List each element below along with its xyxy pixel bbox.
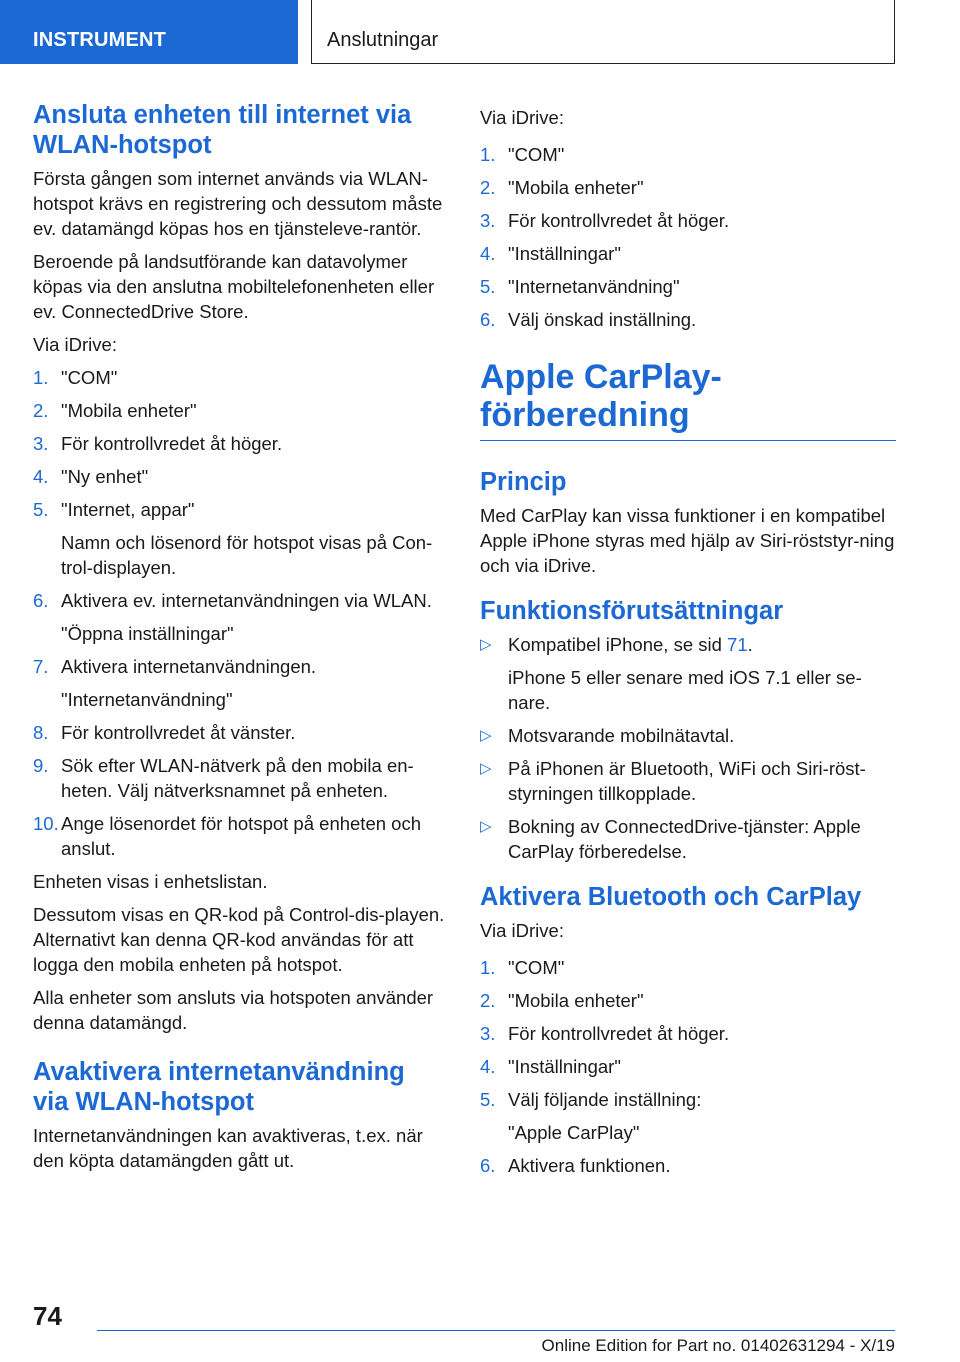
step-text: För kontrollvredet åt höger. <box>61 433 283 454</box>
paragraph: Första gången som internet används via WLAN-hotspot krävs en registrering och dessutom måste ev. datamängd köpas hos en tjänsteleve-rantör. <box>33 168 443 239</box>
list-item <box>480 988 896 1013</box>
step-text: För kontrollvredet åt vänster. <box>61 722 296 743</box>
bullet-subtext: iPhone 5 eller senare med iOS 7.1 eller se-nare. <box>508 667 862 713</box>
step-text: Välj önskad inställning. <box>508 309 697 330</box>
list-item <box>480 1054 896 1079</box>
footer-divider <box>97 1330 895 1331</box>
step-text: "Ny enhet" <box>61 466 149 487</box>
list-item <box>33 588 445 646</box>
step-text: För kontrollvredet åt höger. <box>508 1023 730 1044</box>
step-number: 6. <box>480 309 496 330</box>
step-number: 3. <box>480 210 496 231</box>
step-list <box>33 365 445 861</box>
paragraph: Internetanvändningen kan avaktiveras, t.ex. när den köpta datamängden gått ut. <box>33 1125 423 1171</box>
section-tab: INSTRUMENT <box>0 0 298 64</box>
step-text: Aktivera internetanvändningen. <box>61 656 317 677</box>
list-item <box>33 365 445 390</box>
list-item <box>480 723 896 748</box>
step-number: 2. <box>480 990 496 1011</box>
list-item <box>33 720 445 745</box>
triangle-bullet-icon: ▷ <box>480 636 492 653</box>
step-subtext: Namn och lösenord för hotspot visas på Con-trol-displayen. <box>61 532 433 578</box>
step-number: 6. <box>480 1155 496 1176</box>
heading-activate: Aktivera Bluetooth och CarPlay <box>480 883 862 911</box>
step-text: "COM" <box>508 957 565 978</box>
list-item <box>480 1021 896 1046</box>
step-text: "COM" <box>61 367 118 388</box>
step-subtext: "Apple CarPlay" <box>508 1122 640 1143</box>
step-list <box>480 142 896 332</box>
step-text: "Mobila enheter" <box>508 990 644 1011</box>
list-item <box>33 811 445 861</box>
step-number: 9. <box>33 755 49 776</box>
list-item <box>33 654 445 712</box>
list-item <box>480 1087 896 1145</box>
triangle-bullet-icon: ▷ <box>480 818 492 835</box>
step-number: 3. <box>480 1023 496 1044</box>
step-text: Sök efter WLAN-nätverk på den mobila en-heten. Välj nätverksnamnet på enheten. <box>61 755 414 801</box>
paragraph: Beroende på landsutförande kan datavolymer köpas via den anslutna mobiltelefonenheten eller ev. ConnectedDrive Store. <box>33 251 435 322</box>
step-number: 4. <box>33 466 49 487</box>
step-number: 5. <box>480 1089 496 1110</box>
step-number: 4. <box>480 1056 496 1077</box>
step-list <box>480 955 896 1178</box>
step-text: "Mobila enheter" <box>508 177 644 198</box>
via-idrive-label: Via iDrive: <box>480 107 564 128</box>
list-item <box>33 464 445 489</box>
step-text: "Inställningar" <box>508 243 621 264</box>
page-reference-link[interactable]: 71 <box>727 634 748 655</box>
step-number: 2. <box>480 177 496 198</box>
paragraph: Dessutom visas en QR-kod på Control-dis-playen. Alternativt kan denna QR-kod användas för att logga den mobila enheten på hotspot. <box>33 904 445 975</box>
list-item <box>480 307 896 332</box>
right-column <box>480 105 896 1186</box>
bullet-text: På iPhonen är Bluetooth, WiFi och Siri-röst-styrningen tillkopplade. <box>508 758 866 804</box>
list-item <box>33 753 445 803</box>
step-text: Ange lösenordet för hotspot på enheten och anslut. <box>61 813 421 859</box>
requirements-list <box>480 632 896 864</box>
step-number: 5. <box>33 499 49 520</box>
step-text: Aktivera ev. internetanvändningen via WLAN. <box>61 590 432 611</box>
paragraph: Alla enheter som ansluts via hotspoten använder denna datamängd. <box>33 987 434 1033</box>
heading-carplay: Apple CarPlay-förberedning <box>480 358 896 441</box>
step-text: "COM" <box>508 144 565 165</box>
step-number: 1. <box>480 957 496 978</box>
list-item <box>480 175 896 200</box>
paragraph: Enheten visas i enhetslistan. <box>33 871 268 892</box>
step-text: "Internetanvändning" <box>508 276 680 297</box>
heading-principle: Princip <box>480 468 567 496</box>
step-text: Välj följande inställning: <box>508 1089 702 1110</box>
paragraph: Med CarPlay kan vissa funktioner i en kompatibel Apple iPhone styras med hjälp av Siri-röststyr-ning och via iDrive. <box>480 505 895 576</box>
list-item <box>33 398 445 423</box>
step-number: 10. <box>33 813 59 834</box>
list-item <box>480 1153 896 1178</box>
step-text: "Mobila enheter" <box>61 400 197 421</box>
step-number: 8. <box>33 722 49 743</box>
step-number: 1. <box>480 144 496 165</box>
triangle-bullet-icon: ▷ <box>480 727 492 744</box>
list-item <box>480 632 896 715</box>
step-text: Aktivera funktionen. <box>508 1155 671 1176</box>
list-item <box>480 274 896 299</box>
via-idrive-label: Via iDrive: <box>480 920 564 941</box>
step-number: 1. <box>33 367 49 388</box>
list-item <box>480 142 896 167</box>
bullet-text: . <box>747 634 753 655</box>
list-item <box>480 756 896 806</box>
bullet-text: Bokning av ConnectedDrive-tjänster: Apple CarPlay förberedelse. <box>508 816 861 862</box>
heading-requirements: Funktionsförutsättningar <box>480 597 784 625</box>
step-number: 6. <box>33 590 49 611</box>
step-text: "Inställningar" <box>508 1056 621 1077</box>
via-idrive-label: Via iDrive: <box>33 334 117 355</box>
step-text: För kontrollvredet åt höger. <box>508 210 730 231</box>
list-item <box>480 241 896 266</box>
left-column <box>33 100 445 1173</box>
step-subtext: "Öppna inställningar" <box>61 623 234 644</box>
chapter-title: Anslutningar <box>311 0 895 64</box>
step-number: 4. <box>480 243 496 264</box>
bullet-text: Motsvarande mobilnätavtal. <box>508 725 735 746</box>
step-number: 5. <box>480 276 496 297</box>
heading-connect-wlan: Ansluta enheten till internet via WLAN-hotspot <box>33 101 412 159</box>
heading-deactivate: Avaktivera internetanvändning via WLAN-hotspot <box>33 1058 405 1116</box>
list-item <box>480 955 896 980</box>
step-number: 7. <box>33 656 49 677</box>
list-item <box>480 208 896 233</box>
step-text: "Internet, appar" <box>61 499 195 520</box>
list-item <box>33 431 445 456</box>
list-item <box>33 497 445 580</box>
step-number: 3. <box>33 433 49 454</box>
page-number: 74 <box>33 1301 62 1331</box>
bullet-text: Kompatibel iPhone, se sid <box>508 634 728 655</box>
step-number: 2. <box>33 400 49 421</box>
list-item <box>480 814 896 864</box>
triangle-bullet-icon: ▷ <box>480 760 492 777</box>
footer-edition: Online Edition for Part no. 01402631294 - X/19 <box>541 1336 895 1355</box>
step-subtext: "Internetanvändning" <box>61 689 233 710</box>
